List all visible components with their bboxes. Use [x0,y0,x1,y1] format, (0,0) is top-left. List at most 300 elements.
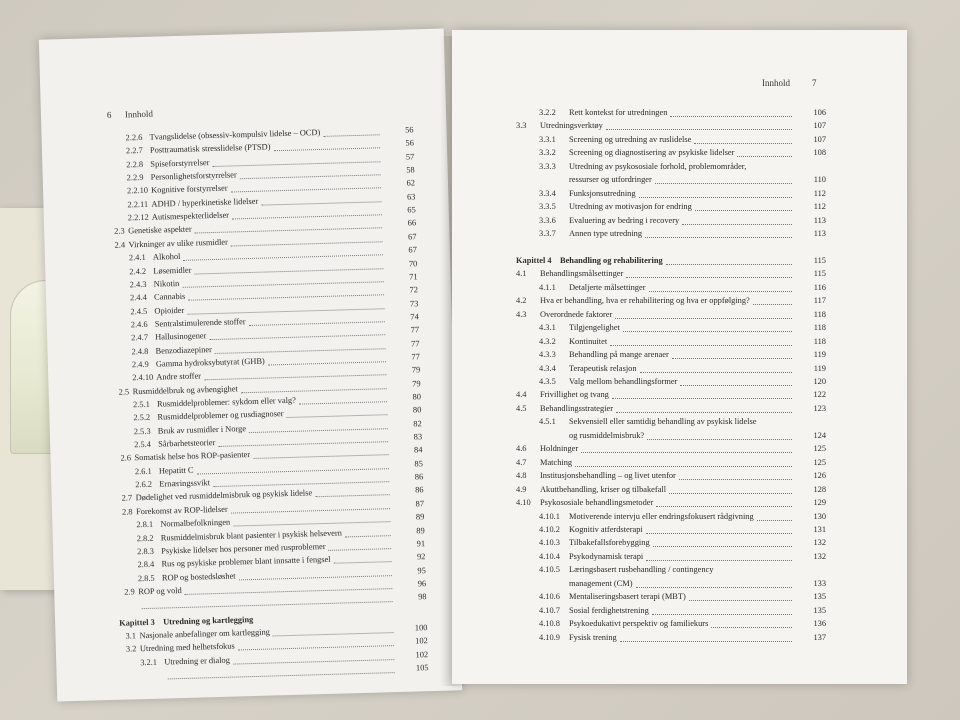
toc-leader-dots [575,458,792,467]
toc-entry [539,538,826,548]
toc-page-number: 130 [813,511,826,521]
toc-leader-dots [711,619,792,628]
toc-title: Autismespekterlidelser [151,210,230,222]
toc-title: Kognitiv atferdsterapi [569,524,643,534]
toc-title: og rusmiddelmisbruk? [569,430,645,440]
toc-entry [539,431,826,441]
toc-number: 4.10.1 [539,511,560,521]
toc-entry [516,269,826,279]
toc-title: Genetiske aspekter [128,225,192,236]
toc-leader-dots [233,651,394,664]
toc-entry [539,229,826,239]
toc-title: Evaluering av bedring i recovery [569,215,680,225]
toc-leader-dots [333,553,391,564]
toc-page-number: 137 [813,632,826,642]
toc-leader-dots [615,310,792,319]
toc-title: Gamma hydroksybutyrat (GHB) [155,356,265,369]
toc-title: ADHD / hyperkinetiske lidelser [151,196,259,209]
toc-page-number: 132 [813,551,826,561]
toc-title: Annen type utredning [569,229,643,239]
toc-entry [539,619,826,629]
toc-title: Behandlingsmålsettinger [540,269,624,279]
toc-number: 4.5.1 [539,417,556,427]
toc-page-number: 63 [406,192,416,202]
toc-number: 4.6 [516,444,527,454]
toc-page-number: 56 [405,138,414,148]
toc-title: Sekvensiell eller samtidig behandling av psykisk lidelse [569,417,757,427]
toc-title: Psykososiale behandlingsmetoder [540,498,654,508]
toc-number: 4.10.8 [539,619,560,629]
toc-title: Ernæringssvikt [159,478,211,489]
toc-page-number: 115 [813,255,826,265]
toc-page-number: 86 [415,485,424,495]
toc-number: 2.8.5 [137,573,155,583]
toc-title: Psykodynamisk terapi [569,551,644,561]
toc-leader-dots [581,444,792,453]
toc-title: Rett kontekst for utredningen [569,108,668,117]
toc-leader-dots [672,350,792,359]
toc-number: 2.5.3 [133,426,151,436]
toc-number: 3.3.3 [539,161,556,171]
toc-number: 4.5 [516,403,527,413]
toc-title: Kognitive forstyrrelser [150,183,228,196]
toc-page-number: 62 [406,178,416,188]
toc-number: 2.2.8 [126,159,144,170]
toc-entry [539,337,826,347]
toc-page-number: 112 [813,188,826,198]
toc-entry [539,552,826,562]
toc-title: Rusmiddelproblemer: sykdom eller valg? [156,395,296,409]
toc-number [141,671,165,672]
toc-entry [516,471,826,481]
toc-number: 3.2 [125,644,137,654]
toc-number: 4.9 [516,484,527,494]
toc-page-number: 135 [813,592,826,602]
toc-number: 2.4.3 [129,279,147,290]
toc-leader-dots [204,367,386,381]
toc-number: 3.3 [516,121,527,131]
toc-title: Detaljerte målsettinger [569,282,646,292]
toc-entry [516,243,826,253]
toc-entry [539,377,826,387]
toc-leader-dots [647,431,792,440]
toc-title: Hva er behandling, hva er rehabilitering og hva er oppfølging? [540,296,750,306]
toc-entry [539,148,826,158]
toc-entry [539,565,826,575]
toc-leader-dots [328,540,391,551]
toc-entry [539,135,826,145]
toc-title: Virkninger av ulike rusmidler [128,237,228,250]
toc-leader-dots [238,637,394,650]
toc-leader-dots [636,579,792,588]
toc-number: 4.3.1 [539,323,556,333]
toc-number: 4.3.3 [539,350,556,360]
toc-title: Tilgjengelighet [569,323,620,333]
toc-number: 2.4.2 [129,266,147,276]
toc-number: 4.3.4 [539,363,556,373]
toc-leader-dots [757,512,792,521]
toc-number: 2.7 [121,493,133,504]
toc-title: Benzodiazepiner [155,344,212,356]
toc-page-number: 83 [413,432,423,442]
toc-number: 2.6.2 [135,479,153,490]
toc-page-number: 135 [813,605,826,615]
toc-title: Funksjonsutredning [569,188,636,198]
toc-page-number: 71 [409,272,418,282]
toc-page-number: 118 [813,309,826,319]
toc-title: Psykiske lidelser hos personer med rusproblemer [161,541,326,556]
toc-title: Bruk av rusmidler i Norge [157,423,247,436]
toc-number: 2.9 [124,587,135,597]
toc-title: Sosial ferdighetstrening [569,605,649,615]
toc-leader-dots [194,220,382,234]
toc-number: 4.2 [516,296,527,306]
toc-title: Cannabis [153,291,186,302]
toc-number: 2.6 [120,453,132,464]
toc-entry [539,283,826,293]
toc-page-number: 66 [407,218,417,228]
toc-title: Nasjonale anbefalinger om kartlegging [139,627,271,641]
toc-entry [539,323,826,333]
toc-leader-dots [323,126,379,137]
toc-leader-dots [268,353,386,365]
toc-leader-dots [213,473,389,487]
toc-page-number: 89 [416,525,425,535]
toc-title: Mentaliseringsbasert terapi (MBT) [569,592,686,602]
toc-page-number: 89 [415,512,425,522]
toc-leader-dots [214,340,385,354]
toc-number: 4.1.1 [539,282,556,292]
toc-title: Fysisk trening [569,632,617,642]
toc-entry [539,350,826,360]
toc-title: Matching [540,457,573,467]
toc-leader-dots [652,606,792,615]
toc-page-number: 112 [813,202,826,212]
toc-page-number: 136 [813,619,826,629]
toc-leader-dots [184,580,392,595]
toc-page-number: 133 [813,578,826,588]
toc-number: 3.2.2 [539,108,556,117]
toc-title: ressurser og utfordringer [569,175,652,185]
toc-leader-dots [620,633,792,642]
toc-title: Utredning er dialog [164,655,230,667]
left-page-number: 6 [106,109,112,120]
toc-page-number: 113 [813,215,826,225]
toc-entry [516,390,826,400]
toc-leader-dots [249,420,388,433]
toc-number: 2.2.12 [127,212,149,223]
toc-number: 3.3.7 [539,229,556,239]
toc-leader-dots [670,108,792,117]
toc-page-number: 67 [407,232,417,242]
toc-number: 4.3.5 [539,377,556,386]
toc-leader-dots [232,206,382,219]
toc-entry [516,310,826,320]
toc-number: 2.8.1 [136,519,154,530]
toc-page-number: 105 [415,663,429,673]
toc-leader-dots [645,229,792,238]
toc-leader-dots [649,283,792,292]
toc-number: 2.4.1 [128,253,146,263]
toc-entry [539,579,826,589]
toc-title: Utredning av psykososiale forhold, problemområder, [569,161,747,171]
toc-leader-dots [695,202,792,211]
toc-leader-dots [623,323,792,332]
toc-leader-dots [694,135,792,144]
toc-page-number: 79 [411,365,421,375]
toc-entry [516,256,826,266]
toc-page-number: 125 [813,444,826,454]
toc-entry [539,364,826,374]
toc-page-number: 100 [414,623,428,633]
toc-title: Kontinuitet [569,336,608,346]
toc-title: ROP og vold [138,585,182,597]
toc-number: 4.10.5 [539,565,560,575]
toc-number: 4.8 [516,471,527,481]
toc-title: Sentralstimulerende stoffer [154,317,246,329]
toc-title: Sårbarhetsteorier [158,438,216,449]
toc-entry [539,175,826,185]
toc-leader-dots [680,377,792,386]
toc-title: Hepatitt C [158,465,194,476]
toc-number: 2.2.6 [125,132,143,143]
toc-leader-dots [666,256,792,265]
toc-number: 3.1 [125,631,137,641]
left-page [39,28,462,701]
toc-leader-dots [249,313,385,326]
toc-entry [539,189,826,199]
toc-title: Spiseforstyrrelser [150,157,210,169]
toc-page-number: 84 [413,445,423,455]
toc-page-number: 57 [405,152,415,162]
toc-number: Kapittel 3 [119,617,155,628]
toc-number: 3.2.1 [140,657,158,667]
toc-leader-dots [272,624,393,636]
toc-page-number: 118 [813,336,826,346]
toc-title: Dødelighet ved rusmiddelmisbruk og psykisk lidelse [135,488,313,503]
toc-entry [516,485,826,495]
toc-leader-dots [286,407,387,419]
toc-leader-dots [737,148,792,157]
toc-page-number: 119 [813,350,826,360]
toc-page-number: 122 [813,390,826,400]
toc-leader-dots [261,193,381,205]
toc-page-number: 113 [813,229,826,239]
toc-number: 3.3.5 [539,202,556,212]
toc-entry [516,498,826,508]
toc-page-number: 65 [407,205,416,215]
toc-page-number: 98 [418,592,427,602]
toc-page-number: 106 [813,108,826,117]
toc-title: Overordnede faktorer [540,309,613,319]
toc-leader-dots [194,260,383,274]
toc-leader-dots [239,567,392,580]
toc-number: 2.4.7 [131,333,149,343]
toc-page-number: 91 [416,539,426,549]
toc-page-number: 131 [813,524,826,534]
toc-title: Rusmiddelbruk og avhengighet [132,384,238,396]
right-page-number: 7 [812,78,817,88]
toc-leader-dots [646,525,792,534]
toc-leader-dots [640,364,792,373]
toc-leader-dots [646,552,792,561]
toc-leader-dots [612,390,792,399]
toc-title: Rusmiddelmisbruk blant pasienter i psykisk helsevern [160,528,343,543]
toc-leader-dots [345,527,391,537]
toc-title: Alkohol [152,252,181,262]
toc-leader-dots [653,538,792,547]
toc-page-number: 79 [412,378,421,389]
toc-page-number: 67 [408,245,417,255]
toc-page-number: 87 [415,499,425,509]
toc-title: Utredning og kartlegging [163,614,254,627]
toc-title: Utredningsverktøy [540,121,603,131]
toc-entry [539,108,826,118]
toc-page-number: 80 [412,392,422,402]
toc-title: Hallusinogener [155,331,207,342]
toc-number: 2.2.10 [126,186,149,196]
toc-page-number: 120 [813,377,826,386]
toc-page-number: 73 [409,298,419,309]
toc-leader-dots [187,300,384,314]
toc-title: Holdninger [540,444,579,454]
toc-title: Screening og utredning av ruslidelse [569,134,692,144]
toc-title: Utredning av motivasjon for endring [569,202,692,212]
toc-title: management (CM) [569,578,633,588]
toc-title: Utredning med helhetsfokus [139,641,235,654]
toc-entry [539,512,826,522]
toc-title: Forekomst av ROP-lidelser [135,504,228,517]
toc-title: Andre stoffer [156,371,202,382]
toc-number: 2.8 [121,507,133,517]
toc-leader-dots [231,500,390,513]
toc-page-number: 92 [416,552,426,562]
toc-number: 2.2.7 [125,146,143,156]
toc-number: 2.5.1 [132,399,150,410]
toc-number: 2.2.11 [127,199,149,210]
toc-leader-dots [183,246,383,261]
toc-number: 4.4 [516,390,527,400]
toc-title: Nikotin [153,278,180,289]
toc-title: Posttraumatisk stresslidelse (PTSD) [149,142,271,156]
toc-number: 3.3.4 [539,188,556,198]
toc-leader-dots [753,296,792,305]
toc-title: Opioider [154,305,185,316]
toc-title: Valg mellom behandlingsformer [569,377,678,386]
toc-number: 3.3.2 [539,148,556,158]
toc-number: 2.4.8 [131,346,149,356]
toc-page-number: 77 [410,325,420,335]
toc-number: 2.5.4 [134,439,152,450]
toc-page-number: 86 [414,472,424,482]
toc-leader-dots [240,166,381,179]
toc-title: Personlighetsforstyrrelser [150,170,237,182]
toc-number: 4.10.4 [539,551,560,561]
toc-title: Psykoedukativt perspektiv og familiekurs [569,619,709,629]
toc-page-number: 115 [813,269,826,279]
toc-leader-dots [679,471,792,480]
toc-page-number: 96 [417,579,427,589]
toc-page-number: 110 [813,175,826,185]
toc-page-number: 95 [417,565,426,575]
toc-number: 2.3 [114,226,125,237]
toc-page-number: 82 [413,418,422,429]
toc-number: 4.3 [516,309,527,319]
toc-number: 4.1 [516,269,527,279]
toc-leader-dots [183,273,384,288]
toc-title: Terapeutisk relasjon [569,363,637,373]
toc-number: 2.4.9 [131,359,149,370]
toc-entry [539,417,826,427]
right-running-head: Innhold [762,78,790,88]
toc-leader-dots [167,664,394,679]
toc-leader-dots [241,380,387,393]
toc-leader-dots [626,269,792,278]
toc-entry [539,606,826,616]
toc-title: Løsemidler [153,265,192,276]
toc-entry [539,592,826,602]
toc-title: Tvangslidelse (obsessiv-kompulsiv lidelse – OCD) [149,127,321,142]
toc-title: Normalbefolkningen [160,517,231,529]
toc-number: 2.4.4 [129,293,147,303]
toc-number: 2.4.6 [130,319,148,330]
toc-page-number: 129 [813,498,826,508]
toc-title: Motiverende intervju eller endringsfokusert rådgivning [569,511,754,521]
toc-leader-dots [233,513,390,526]
toc-leader-dots [682,216,792,225]
toc-leader-dots [655,175,792,184]
toc-entry [516,404,826,414]
toc-number: 2.5.2 [133,413,151,423]
toc-leader-dots [639,189,792,198]
toc-entry [516,444,826,454]
toc-leader-dots [231,180,381,193]
toc-number: 4.10 [516,498,531,508]
toc-number: 2.8.4 [137,559,155,570]
toc-page-number: 118 [813,323,826,333]
toc-title: Behandling på mange arenaer [569,350,669,360]
toc-leader-dots [253,447,388,460]
toc-entry [516,296,826,306]
toc-page-number: 80 [412,405,422,415]
toc-leader-dots [212,153,380,167]
toc-leader-dots [274,140,380,152]
toc-number: 2.4 [114,240,126,250]
toc-leader-dots [616,404,792,413]
toc-title: Somatisk helse hos ROP-pasienter [134,450,251,463]
toc-entry [539,162,826,172]
toc-leader-dots [299,393,387,404]
toc-page-number: 70 [408,258,418,269]
toc-page-number: 85 [414,458,423,469]
toc-leader-dots [315,487,389,498]
toc-leader-dots [610,337,792,346]
toc-leader-dots [606,121,792,130]
toc-number: 3.3.1 [539,134,556,144]
toc-number: 4.10.9 [539,632,560,642]
toc-title: ROP og bostedsløshet [161,571,236,583]
toc-page-number: 123 [813,403,826,413]
toc-leader-dots [689,592,792,601]
toc-number: 4.3.2 [539,336,556,346]
toc-page-number: 107 [813,134,826,144]
toc-page-number: 108 [813,148,826,158]
toc-title: Frivillighet og tvang [540,390,609,400]
toc-title: Behandlingsstrategier [540,403,614,413]
toc-number: 2.2.9 [126,172,144,183]
toc-page-number: 126 [813,471,826,481]
toc-page-number: 116 [813,282,826,292]
